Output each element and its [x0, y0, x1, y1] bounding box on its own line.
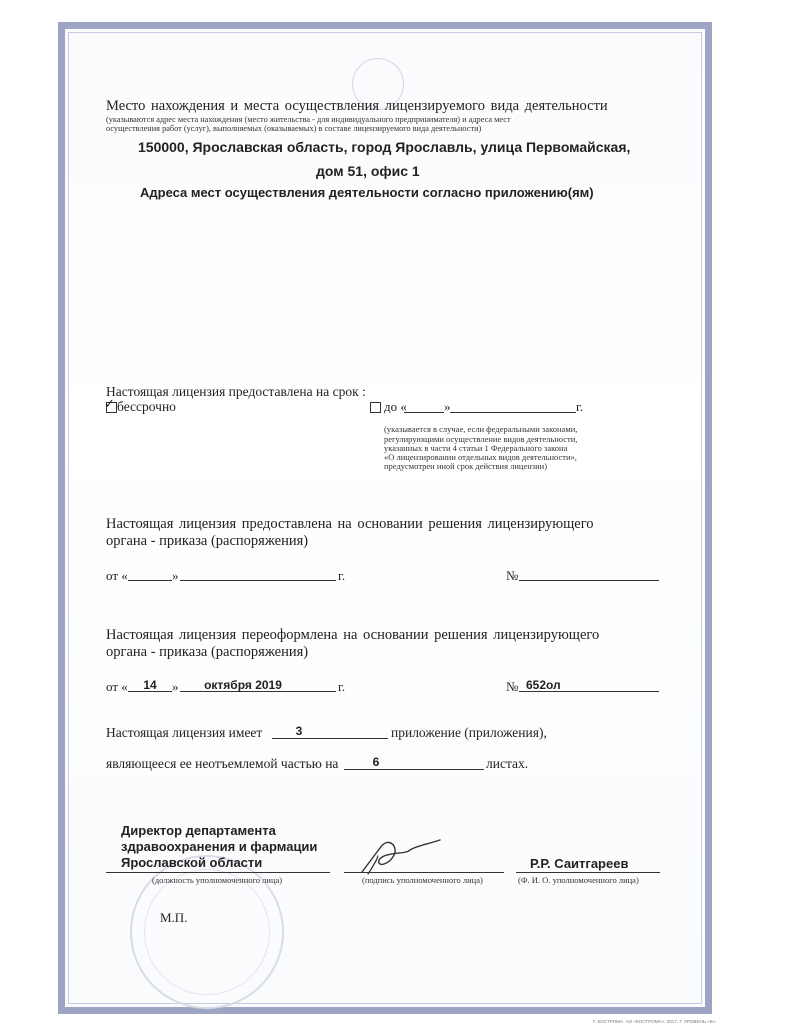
appendix-sheets-value: 6: [372, 755, 380, 769]
appendix-sheets-line: [344, 769, 484, 770]
term-note-line4: «О лицензировании отдельных видов деятельности»,: [384, 452, 577, 462]
name-caption: (Ф. И. О. уполномоченного лица): [518, 875, 639, 885]
reissue-from-mid: »: [172, 679, 179, 694]
grant-line2: органа - приказа (распоряжения): [106, 533, 309, 549]
grant-number-line: [519, 580, 659, 581]
appendix-integral-prefix: являющееся ее неотъемлемой частью на: [106, 756, 339, 771]
position-caption: (должность уполномоченного лица): [152, 875, 283, 885]
signature-line: [344, 872, 504, 873]
position-line3: Ярославской области: [121, 855, 263, 870]
reissue-date-value: октября 2019: [204, 678, 282, 692]
signer-name: Р.Р. Саитгареев: [530, 856, 629, 871]
reissue-line1: Настоящая лицензия переоформлена на основании решения лицензирующего: [106, 627, 600, 643]
term-note-line5: предусмотрен иной срок действия лицензии): [384, 461, 548, 471]
position-line1: Директор департамента: [121, 823, 276, 838]
place-note-line2: осуществления работ (услуг), выполняемых (оказываемых) в составе лицензируемого вида деятельности): [106, 124, 482, 133]
grant-day-line: [128, 580, 172, 581]
place-title: Место нахождения и места осуществления лицензируемого вида деятельности: [106, 98, 608, 114]
checkmark-icon: ✓: [104, 396, 115, 411]
grant-from-mid: »: [172, 568, 179, 583]
term-until-suffix: г.: [576, 399, 584, 414]
term-until-date-line: [450, 412, 576, 413]
appendix-integral-suffix: листах.: [486, 756, 529, 771]
term-until-mid: »: [444, 399, 451, 414]
addresses-appendix-note: Адреса мест осуществления деятельности согласно приложению(ям): [140, 185, 594, 200]
address-line2: дом 51, офис 1: [316, 163, 420, 179]
term-until-prefix: до «: [384, 399, 407, 414]
position-line2: здравоохранения и фармации: [121, 839, 318, 854]
reissue-day-value: 14: [143, 678, 157, 692]
reissue-line2: органа - приказа (распоряжения): [106, 644, 309, 660]
term-unlimited-label: бессрочно: [117, 399, 176, 414]
term-label: Настоящая лицензия предоставлена на срок :: [106, 384, 366, 399]
appendix-count-line: [272, 738, 388, 739]
place-note-line1: (указываются адрес места нахождения (место жительства - для индивидуального предпринимателя) и адреса мест: [106, 115, 511, 124]
appendix-count-value: 3: [295, 724, 303, 738]
appendix-has-prefix: Настоящая лицензия имеет: [106, 725, 263, 740]
position-line: [106, 872, 330, 873]
grant-from-prefix: от «: [106, 568, 128, 583]
term-until-day-line: [404, 412, 444, 413]
reissue-number-value: 652ол: [526, 678, 561, 692]
printer-imprint: Г. КОСТРОМА. АО «КОСТРОМА». 2017. Г. УРОВЕНЬ «Б».: [593, 1019, 717, 1024]
name-line: [516, 872, 660, 873]
reissue-number-sign: №: [506, 679, 519, 694]
grant-number-sign: №: [506, 568, 519, 583]
until-checkbox[interactable]: [370, 402, 381, 413]
grant-date-line: [180, 580, 336, 581]
reissue-from-prefix: от «: [106, 679, 128, 694]
term-note-line1: (указывается в случае, если федеральными законами,: [384, 424, 578, 434]
stamp-place-label: М.П.: [160, 910, 188, 925]
signature-caption: (подпись уполномоченного лица): [362, 875, 483, 885]
grant-line1: Настоящая лицензия предоставлена на основании решения лицензирующего: [106, 516, 594, 532]
appendix-has-suffix: приложение (приложения),: [391, 725, 547, 740]
reissue-from-suffix: г.: [338, 679, 346, 694]
term-note-line2: регулирующими осуществление видов деятельности,: [384, 434, 578, 444]
grant-from-suffix: г.: [338, 568, 346, 583]
address-line1: 150000, Ярославская область, город Ярославль, улица Первомайская,: [138, 139, 631, 155]
term-note-line3: указанных в части 4 статьи 1 Федерального закона: [384, 443, 568, 453]
